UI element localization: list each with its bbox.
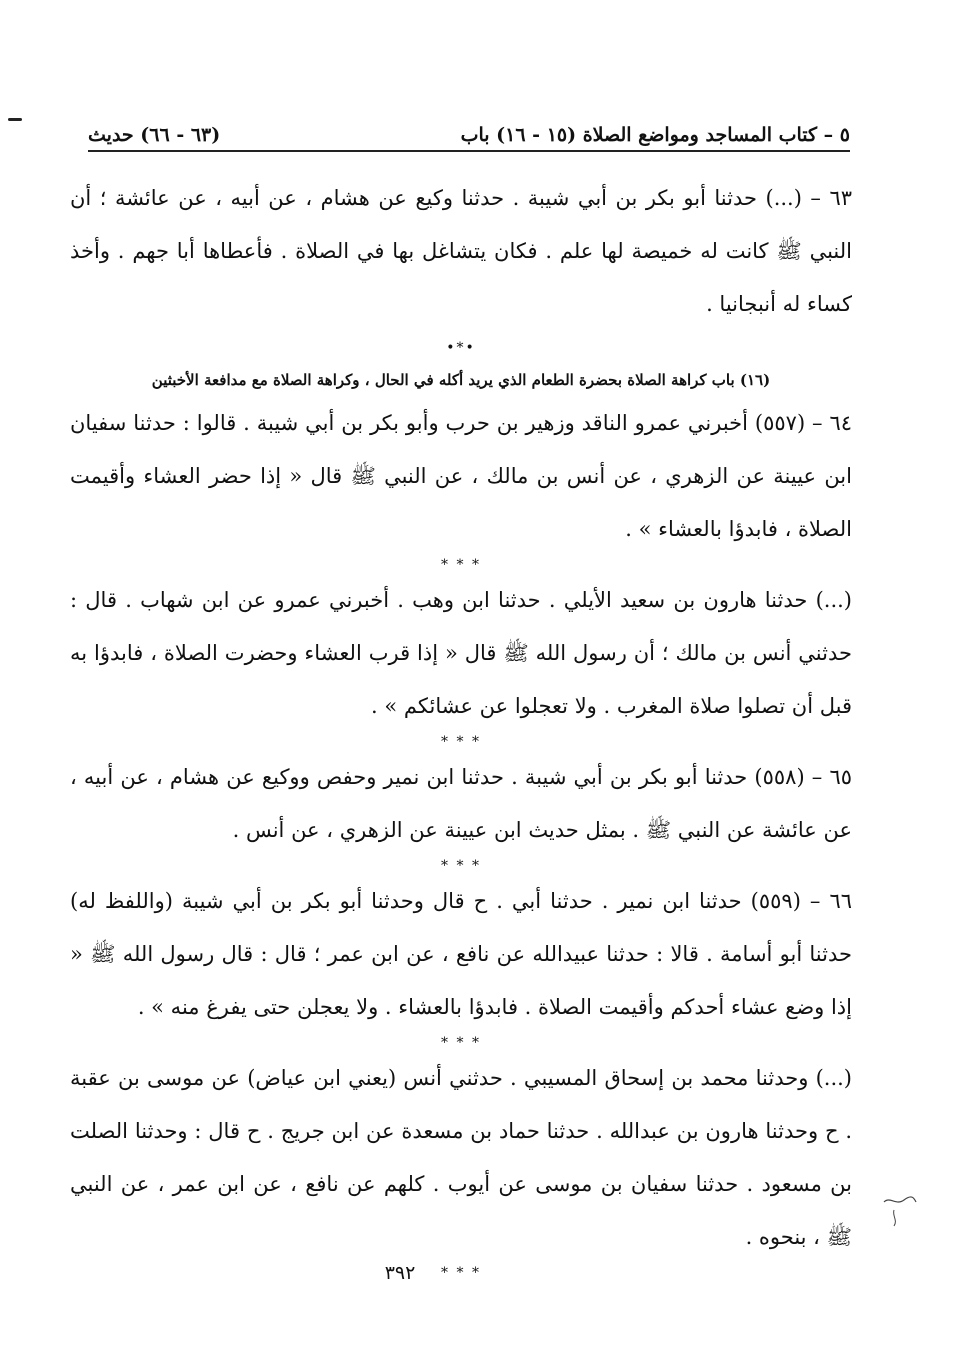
margin-mark bbox=[882, 1192, 918, 1232]
hadith-64-variant: (...) حدثنا هارون بن سعيد الأيلي . حدثنا ابن وهب . أخبرني عمرو عن ابن شهاب . قال : حدثني أنس بن مالك ؛ أن رسول الله ﷺ قال « إذا قرب العشاء وحضرت الصلاة ، فابدؤا به قبل أن تصلوا صلاة المغرب . ولا تعجلوا عن عشائكم » . bbox=[70, 588, 852, 718]
header-rule bbox=[88, 150, 850, 152]
header-hadith-range: (٦٣ - ٦٦) حديث bbox=[88, 124, 221, 146]
hadith-64: ٦٤ – (٥٥٧) أخبرني عمرو الناقد وزهير بن حرب وأبو بكر بن أبي شيبة . قالوا : حدثنا سفيان ابن عيينة عن الزهري ، عن أنس بن مالك ، عن النبي ﷺ قال « إذا حضر العشاء وأقيمت الصلاة ، فابدؤا بالعشاء » . bbox=[70, 411, 853, 541]
section-separator: •*• bbox=[446, 340, 476, 356]
stars-separator: * * * bbox=[441, 858, 481, 874]
hadith-63: ٦٣ – (...) حدثنا أبو بكر بن أبي شيبة . حدثنا وكيع عن هشام ، عن أبيه ، عن عائشة ؛ أن النبي ﷺ كانت له خميصة لها علم . فكان يتشاغل بها في الصلاة . فأعطاها أبا جهم . وأخذ كساء له أنبجانيا . bbox=[70, 186, 852, 316]
page-number: ٣٩٢ bbox=[384, 1262, 416, 1284]
hadith-65: ٦٥ – (٥٥٨) حدثنا أبو بكر بن أبي شيبة . حدثنا ابن نمير وحفص ووكيع عن هشام ، عن أبيه ، عن عائشة عن النبي ﷺ . بمثل حديث ابن عيينة عن الزهري ، عن أنس . bbox=[70, 765, 853, 842]
scan-mark bbox=[8, 118, 22, 121]
stars-separator: * * * bbox=[441, 1035, 481, 1051]
hadith-66-variant: (...) وحدثنا محمد بن إسحاق المسيبي . حدثني أنس (يعني ابن عياض) عن موسى بن عقبة . ح وحدثنا هارون بن عبدالله . حدثنا حماد بن مسعدة عن ابن جريج . ح قال : وحدثنا الصلت بن مسعود . حدثنا سفيان بن موسى عن أيوب . كلهم عن نافع ، عن ابن عمر ، عن النبي ﷺ ، بنحوه . bbox=[70, 1066, 852, 1249]
stars-separator: * * * bbox=[441, 734, 481, 750]
running-header bbox=[88, 110, 850, 146]
stars-separator: * * * bbox=[441, 557, 481, 573]
chapter-heading-16: (١٦) باب كراهة الصلاة بحضرة الطعام الذي يريد أكله في الحال ، وكراهة الصلاة مع مدافعة الأخبثين bbox=[151, 371, 771, 389]
hadith-66: ٦٦ – (٥٥٩) حدثنا ابن نمير . حدثنا أبي . ح قال وحدثنا أبو بكر بن أبي شيبة (واللفظ له) حدثنا أبو أسامة . قالا : حدثنا عبيدالله عن نافع ، عن ابن عمر ؛ قال : قال رسول الله ﷺ « إذا وضع عشاء أحدكم وأقيمت الصلاة . فابدؤا بالعشاء . ولا يعجلن حتى يفرغ منه » . bbox=[70, 889, 853, 1019]
header-chapter-title: ٥ – كتاب المساجد ومواضع الصلاة (١٥ - ١٦) باب bbox=[460, 124, 850, 146]
main-text bbox=[70, 172, 852, 1282]
stars-separator: * * * bbox=[441, 1265, 481, 1281]
